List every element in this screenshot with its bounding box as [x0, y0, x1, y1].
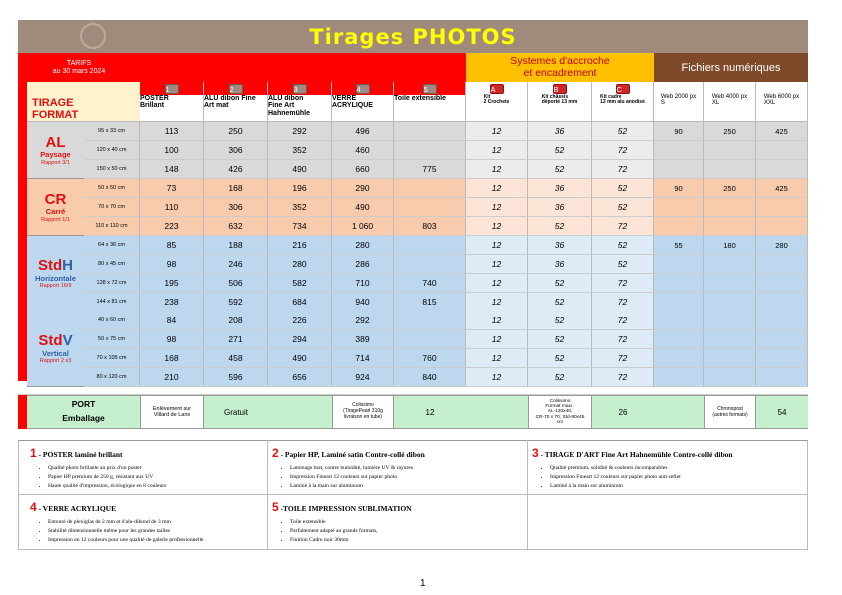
web-file-cell — [704, 349, 756, 368]
kit-cell: 72 — [592, 160, 654, 179]
kit-cell: 12 — [466, 255, 528, 274]
kit-cell: 52 — [592, 255, 654, 274]
kit-cell: 12 — [466, 293, 528, 312]
format-cell: 50 x 75 cm — [84, 330, 140, 349]
kit-cell: 72 — [592, 274, 654, 293]
section-5 — [272, 500, 522, 546]
kit-cell: 72 — [592, 330, 654, 349]
kit-cell: 12 — [466, 274, 528, 293]
column-label: POSTER Brillant — [140, 95, 203, 121]
web-file-cell — [654, 217, 704, 236]
kit-cell: 36 — [528, 122, 592, 141]
column-badge-4: 4 — [356, 84, 370, 94]
section-list-item: • Laminage mat, contre humidité, lumière UV & rayures — [290, 464, 522, 473]
price-cell — [394, 311, 466, 330]
kit-cell: 72 — [592, 141, 654, 160]
format-cell: 128 x 72 cm — [84, 274, 140, 293]
section-list-item: • Impression Fineart 12 couleurs sur papier photo — [290, 473, 522, 482]
price-cell: 490 — [268, 349, 332, 368]
web-file-cell: 250 — [704, 122, 756, 141]
price-cell: 226 — [268, 311, 332, 330]
group-code: AL — [45, 133, 66, 151]
column-label: Kit cadre 13 mm alu anodisé — [600, 94, 645, 106]
kit-cell: 52 — [528, 293, 592, 312]
price-cell: 582 — [268, 274, 332, 293]
web-file-cell — [654, 311, 704, 330]
column-badge-A: A — [490, 84, 504, 94]
price-cell: 168 — [204, 179, 268, 198]
kit-cell: 72 — [592, 349, 654, 368]
price-cell: 684 — [268, 293, 332, 312]
price-cell: 734 — [268, 217, 332, 236]
price-cell — [394, 198, 466, 217]
section-list-item: • Impression Fineart 12 couleurs sur papier photo anti-reflet — [550, 473, 782, 482]
sections-divider-v2 — [527, 440, 528, 550]
web-file-cell — [756, 330, 808, 349]
kit-cell: 52 — [528, 330, 592, 349]
group-name: Carré — [45, 207, 66, 217]
price-cell: 195 — [140, 274, 204, 293]
price-cell: 250 — [204, 122, 268, 141]
colissimo-tube-option: Colissimo (TiragePearl 310g livraison en tube) — [332, 395, 394, 429]
sections-divider-h — [18, 494, 808, 495]
column-badge-B: B — [553, 84, 567, 94]
kit-cell: 72 — [592, 217, 654, 236]
price-cell: 294 — [268, 330, 332, 349]
section-title: 5 -TOILE IMPRESSION SUBLIMATION — [272, 500, 412, 514]
price-cell — [394, 179, 466, 198]
web-file-cell — [756, 293, 808, 312]
web-file-cell — [654, 274, 704, 293]
kit-cell: 36 — [528, 179, 592, 198]
price-cell: 98 — [140, 255, 204, 274]
price-cell: 458 — [204, 349, 268, 368]
section-list — [30, 518, 280, 546]
column-header-2 — [204, 82, 268, 122]
format-cell: 150 x 50 cm — [84, 160, 140, 179]
price-cell: 714 — [332, 349, 394, 368]
port-red-marker — [18, 395, 27, 429]
kit-cell: 12 — [466, 349, 528, 368]
web-file-cell — [704, 330, 756, 349]
kit-cell: 12 — [466, 160, 528, 179]
web-file-cell — [756, 255, 808, 274]
format-cell: 64 x 36 cm — [84, 236, 140, 255]
web-file-cell — [756, 141, 808, 160]
price-cell: 238 — [140, 293, 204, 312]
price-cell: 389 — [332, 330, 394, 349]
format-cell: 110 x 110 cm — [84, 217, 140, 236]
kit-cell: 52 — [528, 311, 592, 330]
web-file-cell: 180 — [704, 236, 756, 255]
price-cell: 490 — [332, 198, 394, 217]
price-cell: 940 — [332, 293, 394, 312]
web-file-cell — [756, 311, 808, 330]
section-list-item: • Parfaitement adapté au grands formats, — [290, 527, 522, 536]
section-4 — [30, 500, 280, 546]
web-file-cell — [704, 141, 756, 160]
price-cell: 632 — [204, 217, 268, 236]
group-label-CR — [27, 179, 84, 236]
kit-cell: 12 — [466, 141, 528, 160]
format-cell: 40 x 60 cm — [84, 311, 140, 330]
kit-cell: 72 — [592, 293, 654, 312]
price-cell: 271 — [204, 330, 268, 349]
pickup-price: Gratuit — [223, 407, 248, 417]
price-cell: 216 — [268, 236, 332, 255]
group-label-StdH — [27, 236, 84, 312]
price-cell: 196 — [268, 179, 332, 198]
column-header-3 — [268, 82, 332, 122]
column-header-4 — [332, 82, 394, 122]
kit-cell: 12 — [466, 198, 528, 217]
kit-cell: 52 — [592, 122, 654, 141]
chronopost-option: Chronopost (autres formats) — [704, 395, 756, 429]
price-cell: 1 060 — [332, 217, 394, 236]
price-cell — [394, 330, 466, 349]
web-file-cell — [654, 141, 704, 160]
column-label: Web 6000 px XXL — [763, 94, 800, 107]
kit-cell: 52 — [592, 236, 654, 255]
section-list-item: • Finition Cadre noir 30mm — [290, 536, 522, 545]
kit-cell: 52 — [528, 349, 592, 368]
price-cell: 84 — [140, 311, 204, 330]
section-list-item: • Impression en 12 couleurs pour une qualité de galerie professionnelle — [48, 536, 280, 545]
price-cell — [394, 122, 466, 141]
chronopost-price: 54 — [777, 407, 787, 417]
price-cell — [394, 255, 466, 274]
port-label: PORT Emballage — [62, 399, 105, 423]
kit-cell: 36 — [528, 255, 592, 274]
section-1 — [30, 446, 280, 492]
column-header-1 — [140, 82, 204, 122]
kit-cell: 12 — [466, 311, 528, 330]
column-header-8 — [592, 82, 654, 122]
section-title: 4 - VERRE ACRYLIQUE — [30, 500, 117, 514]
price-cell: 286 — [332, 255, 394, 274]
column-header-6 — [466, 82, 528, 122]
web-file-cell — [756, 274, 808, 293]
column-label: VERRE ACRYLIQUE — [332, 95, 393, 121]
group-code: StdH — [37, 257, 73, 275]
price-cell: 290 — [332, 179, 394, 198]
format-cell: 70 x 70 cm — [84, 198, 140, 217]
section-list-item: • Qualité photo brillante au prix d'un poster — [48, 464, 280, 473]
kit-cell: 52 — [528, 217, 592, 236]
price-cell: 815 — [394, 293, 466, 312]
tirage-label: TIRAGE — [32, 97, 74, 109]
column-label: Toile extensible — [394, 95, 465, 121]
price-cell: 210 — [140, 368, 204, 387]
price-cell: 292 — [268, 122, 332, 141]
format-cell: 80 x 120 cm — [84, 368, 140, 387]
kit-cell: 72 — [592, 368, 654, 387]
column-badge-3: 3 — [293, 84, 307, 94]
section-title: 2 - Papier HP, Laminé satin Contre-collé dibon — [272, 446, 425, 460]
section-title: 3 - TIRAGE D'ART Fine Art Hahnemühle Contre-collé dibon — [532, 446, 733, 460]
section-list-item: • Laminé à la main sur aluminium — [550, 482, 782, 491]
price-cell: 592 — [204, 293, 268, 312]
price-cell: 660 — [332, 160, 394, 179]
column-header-11 — [756, 82, 808, 122]
kit-cell: 36 — [528, 236, 592, 255]
column-header-5 — [394, 82, 466, 122]
price-cell: 490 — [268, 160, 332, 179]
column-label: Web 2000 px S — [660, 94, 697, 107]
column-label: Web 4000 px XL — [711, 94, 748, 107]
web-file-cell — [756, 160, 808, 179]
section-list-item: • Papier HP premium de 250 g, résistant aux UV — [48, 473, 280, 482]
web-file-cell — [654, 255, 704, 274]
web-file-cell: 55 — [654, 236, 704, 255]
price-cell: 188 — [204, 236, 268, 255]
web-file-cell — [704, 217, 756, 236]
group-ratio: Rapport 16/9 — [39, 283, 72, 290]
pickup-option: Enlèvement sur Villard de Lans — [140, 395, 204, 429]
section-title: 1 - POSTER laminé brillant — [30, 446, 123, 460]
section-list-item: • Entouré de plexiglas de 2 mm et d'alu-dibond de 3 mm — [48, 518, 280, 527]
kit-cell: 52 — [528, 274, 592, 293]
column-label: ALU dibon Fine Art Hahnemühle — [268, 95, 331, 121]
web-file-cell: 250 — [704, 179, 756, 198]
group-label-AL — [27, 122, 84, 179]
price-cell: 110 — [140, 198, 204, 217]
price-cell: 306 — [204, 141, 268, 160]
price-cell: 656 — [268, 368, 332, 387]
section-list — [272, 464, 522, 492]
price-cell: 840 — [394, 368, 466, 387]
web-file-cell — [704, 311, 756, 330]
kit-cell: 52 — [528, 160, 592, 179]
format-cell: 70 x 105 cm — [84, 349, 140, 368]
group-code: StdV — [38, 332, 73, 350]
web-file-cell — [654, 330, 704, 349]
price-cell: 460 — [332, 141, 394, 160]
price-cell: 306 — [204, 198, 268, 217]
web-file-cell — [756, 198, 808, 217]
section-list — [532, 464, 782, 492]
section-list-item: • Qualité premium, solidité & couleurs incomparables — [550, 464, 782, 473]
web-file-cell: 90 — [654, 179, 704, 198]
web-file-cell: 425 — [756, 122, 808, 141]
kit-cell: 12 — [466, 368, 528, 387]
web-file-cell — [654, 198, 704, 217]
format-cell: 144 x 81 cm — [84, 293, 140, 312]
separator-row — [18, 381, 808, 395]
web-file-cell — [654, 160, 704, 179]
kit-cell: 12 — [466, 236, 528, 255]
web-file-cell — [704, 274, 756, 293]
price-cell: 740 — [394, 274, 466, 293]
group-name: Paysage — [40, 150, 71, 160]
price-cell: 73 — [140, 179, 204, 198]
format-cell: 95 x 33 cm — [84, 122, 140, 141]
section-list-item: • Laminé à la main sur aluminium — [290, 482, 522, 491]
column-label: Kit 2 Crochets — [483, 94, 510, 106]
files-header: Fichiers numériques — [654, 53, 808, 82]
kit-cell: 52 — [592, 179, 654, 198]
price-cell: 924 — [332, 368, 394, 387]
section-3 — [532, 446, 782, 492]
format-cell: 50 x 50 cm — [84, 179, 140, 198]
colissimo-format-price: 26 — [618, 407, 628, 417]
kit-cell: 52 — [528, 368, 592, 387]
kit-cell: 36 — [528, 198, 592, 217]
section-list — [30, 464, 280, 492]
group-name: Horizontale — [35, 273, 76, 283]
group-ratio: Rapport 2 x3 — [39, 358, 72, 365]
price-cell: 148 — [140, 160, 204, 179]
price-cell: 352 — [268, 141, 332, 160]
group-ratio: Rapport 3/1 — [41, 159, 70, 166]
kit-cell: 12 — [466, 217, 528, 236]
price-cell: 506 — [204, 274, 268, 293]
price-cell: 98 — [140, 330, 204, 349]
price-cell: 100 — [140, 141, 204, 160]
kit-cell: 52 — [528, 141, 592, 160]
section-2 — [272, 446, 522, 492]
column-header-7 — [528, 82, 592, 122]
web-file-cell — [704, 255, 756, 274]
price-cell: 280 — [268, 255, 332, 274]
price-cell: 85 — [140, 236, 204, 255]
price-cell: 113 — [140, 122, 204, 141]
colissimo-tube-price: 12 — [425, 407, 435, 417]
kit-cell: 72 — [592, 311, 654, 330]
group-ratio: Rapport 1/1 — [41, 216, 70, 223]
format-cell: 80 x 45 cm — [84, 255, 140, 274]
price-cell: 496 — [332, 122, 394, 141]
group-code: CR — [44, 190, 67, 208]
web-file-cell: 425 — [756, 179, 808, 198]
column-badge-1: 1 — [165, 84, 179, 94]
page-number: 1 — [420, 578, 426, 589]
kit-cell: 52 — [592, 198, 654, 217]
column-label: Kit châssis déporté 13 mm — [541, 94, 578, 106]
format-label: FORMAT — [32, 109, 79, 121]
column-badge-2: 2 — [229, 84, 243, 94]
web-file-cell — [756, 349, 808, 368]
web-file-cell — [704, 198, 756, 217]
column-header-10 — [704, 82, 756, 122]
column-header-9 — [654, 82, 704, 122]
price-cell: 246 — [204, 255, 268, 274]
tarifs-label: TARIFS au 30 mars 2024 — [52, 60, 106, 75]
price-cell: 292 — [332, 311, 394, 330]
web-file-cell — [704, 160, 756, 179]
colissimo-format-option: Colissimo Format maxi : AL-120x40, CR-70 x 70, Std-80x45 cm — [528, 395, 592, 429]
price-cell: 280 — [332, 236, 394, 255]
systems-header: Systemes d'accroche et encadrement — [466, 53, 654, 82]
price-cell: 352 — [268, 198, 332, 217]
web-file-cell — [654, 293, 704, 312]
kit-cell: 12 — [466, 122, 528, 141]
kit-cell: 12 — [466, 330, 528, 349]
price-cell: 596 — [204, 368, 268, 387]
group-name: Vertical — [42, 348, 69, 358]
price-cell: 426 — [204, 160, 268, 179]
section-list-item: • Haute qualité d'impression, écologique en 8 couleurs — [48, 482, 280, 491]
format-cell: 120 x 40 cm — [84, 141, 140, 160]
logo-icon — [80, 23, 106, 49]
web-file-cell — [654, 349, 704, 368]
title-bar — [18, 20, 808, 53]
web-file-cell: 280 — [756, 236, 808, 255]
kit-cell: 12 — [466, 179, 528, 198]
column-badge-5: 5 — [423, 84, 437, 94]
web-file-cell — [756, 217, 808, 236]
section-list-item: • Toile extensible — [290, 518, 522, 527]
column-label: ALU dibon Fine Art mat — [204, 95, 267, 121]
group-label-StdV — [27, 311, 84, 387]
column-badge-C: C — [616, 84, 630, 94]
page-title: Tirages PHOTOS — [309, 24, 517, 49]
price-cell: 223 — [140, 217, 204, 236]
section-list-item: • Stabilité dimensionnelle même pour les grandes tailles — [48, 527, 280, 536]
price-cell: 208 — [204, 311, 268, 330]
left-red-strip — [18, 53, 27, 381]
price-cell: 168 — [140, 349, 204, 368]
web-file-cell: 90 — [654, 122, 704, 141]
price-cell: 803 — [394, 217, 466, 236]
price-cell: 710 — [332, 274, 394, 293]
price-cell — [394, 236, 466, 255]
section-list — [272, 518, 522, 546]
web-file-cell — [704, 293, 756, 312]
price-cell — [394, 141, 466, 160]
price-cell: 775 — [394, 160, 466, 179]
price-cell: 760 — [394, 349, 466, 368]
